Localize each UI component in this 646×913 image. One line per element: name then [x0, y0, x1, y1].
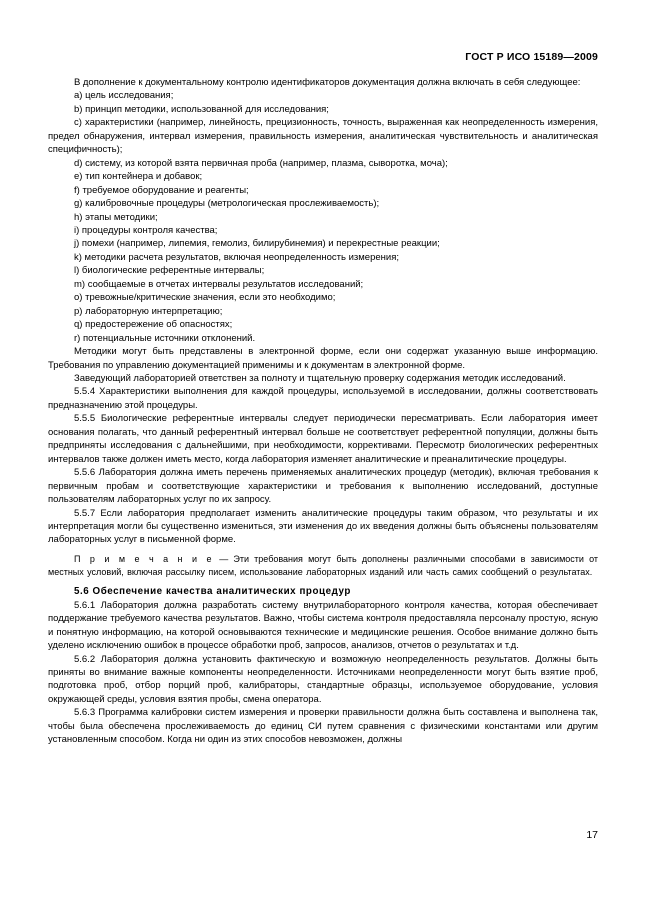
intro-paragraph: В дополнение к документальному контролю идентификаторов документация должна включать в себя следующее:	[74, 77, 581, 88]
list-item: o) тревожные/критические значения, если это необходимо;	[74, 292, 336, 304]
list-item: m) сообщаемые в отчетах интервалы результатов исследований;	[74, 278, 364, 290]
list-item: f) требуемое оборудование и реагенты;	[74, 184, 249, 196]
note-text: Эти требования могут быть дополнены различными способами в зависимости от местных условий, включая рассылку писем, использование лабораторных изданий или часть самих сообщений о результатах.	[48, 553, 599, 578]
list-item: j) помехи (например, липемия, гемолиз, билирубинемия) и перекрестные реакции;	[74, 238, 440, 250]
section-heading-5-6: 5.6 Обеспечение качества аналитических процедур	[74, 586, 351, 598]
note-paragraph	[48, 553, 598, 579]
list-item: a) цель исследования;	[74, 90, 174, 102]
paragraph-head-of-laboratory: Заведующий лабораторией ответствен за полноту и тщательную проверку содержания методик исследований.	[74, 372, 566, 384]
list-item: q) предостережение об опасностях;	[74, 319, 233, 331]
list-item: e) тип контейнера и добавок;	[74, 171, 203, 183]
clause-5-5-6: 5.5.6 Лаборатория должна иметь перечень применяемых аналитических процедур (методик), включая требования к первичным пробам и соответствующие характеристики и требования к выполнению исследований, доступные пользователям лабораторных услуг по их запросу.	[48, 467, 598, 506]
page-content	[48, 76, 598, 747]
paragraph-electronic-form: Методики могут быть представлены в электронной форме, если они содержат указанную выше информацию. Требования по управлению документацией применимы и к документам в электронной форме.	[48, 346, 598, 371]
list-item: l) биологические референтные интервалы;	[74, 265, 265, 277]
clause-5-6-2: 5.6.2 Лаборатория должна установить фактическую и возможную неопределенность результатов. Должны быть приняты во внимание важные компоненты неопределенности. Источниками неопределенности могут быть взятие проб, подготовка проб, отбор порций проб, калибраторы, стандартные образцы, используемое оборудование, условия окружающей среды, условия взятия пробы, смена оператора.	[48, 653, 598, 705]
list-item-c: c) характеристики (например, линейность, прецизионность, точность, выраженная как неопределенность измерения, предел обнаружения, интервал измерения, правильность измерения, аналитическая чувствительность и аналитическая специфичность);	[48, 117, 598, 156]
list-item: k) методики расчета результатов, включая неопределенность измерения;	[74, 251, 399, 263]
page-header	[48, 47, 598, 61]
clause-5-5-5: 5.5.5 Биологические референтные интервалы следует периодически пересматривать. Если лаборатория имеет основания полагать, что данный референтный интервал больше не соответствует референтной популяции, должны быть предприняты исследования с дальнейшими, при необходимости, коррективами. Пересмотр биологических референтных интервалов также должен иметь место, когда лаборатория изменяет аналитические и преаналитические процедуры.	[48, 413, 598, 465]
clause-5-6-1: 5.6.1 Лаборатория должна разработать систему внутрилабораторного контроля качества, которая обеспечивает поддержание требуемого качества результатов. Важно, чтобы система контроля предоставляла персоналу простую, ясную и понятную информацию, на которой основываются технические и медицинские решения. Особое внимание должно быть уделено исключению ошибок в процессе обработки проб, запросов, анализов, отчетов о результатах и т.д.	[48, 599, 598, 652]
list-item: h) этапы методики;	[74, 211, 158, 223]
standard-number: ГОСТ Р ИСО 15189—2009	[465, 51, 598, 63]
page-number: 17	[586, 829, 598, 841]
clause-5-5-7: 5.5.7 Если лаборатория предполагает изменить аналитические процедуры таким образом, что результаты и их интерпретация могли бы существенно измениться, эти изменения до их введения должны быть объяснены пользователям лабораторных услуг в письменной форме.	[48, 507, 598, 546]
list-item: g) калибровочные процедуры (метрологическая прослеживаемость);	[74, 198, 380, 210]
list-item: r) потенциальные источники отклонений.	[74, 332, 256, 344]
page-number-folio	[48, 829, 598, 841]
list-item: p) лабораторную интерпретацию;	[74, 305, 223, 317]
note-label: П р и м е ч а н и е	[74, 553, 215, 564]
list-item: i) процедуры контроля качества;	[74, 224, 218, 236]
note-dash: —	[214, 553, 234, 564]
list-item: d) систему, из которой взята первичная проба (например, плазма, сыворотка, моча);	[74, 157, 448, 169]
clause-5-5-4: 5.5.4 Характеристики выполнения для каждой процедуры, используемой в исследовании, должны соответствовать предназначению этой процедуры.	[48, 386, 598, 411]
list-item: b) принцип методики, использованной для исследования;	[74, 103, 329, 115]
clause-5-6-3: 5.6.3 Программа калибровки систем измерения и проверки правильности должна быть составлена и выполнена так, чтобы была обеспечена прослеживаемость до единиц СИ путем сравнения с физическими константами или другим установленным способом. Когда ни один из этих способов невозможен, должны	[48, 707, 598, 746]
